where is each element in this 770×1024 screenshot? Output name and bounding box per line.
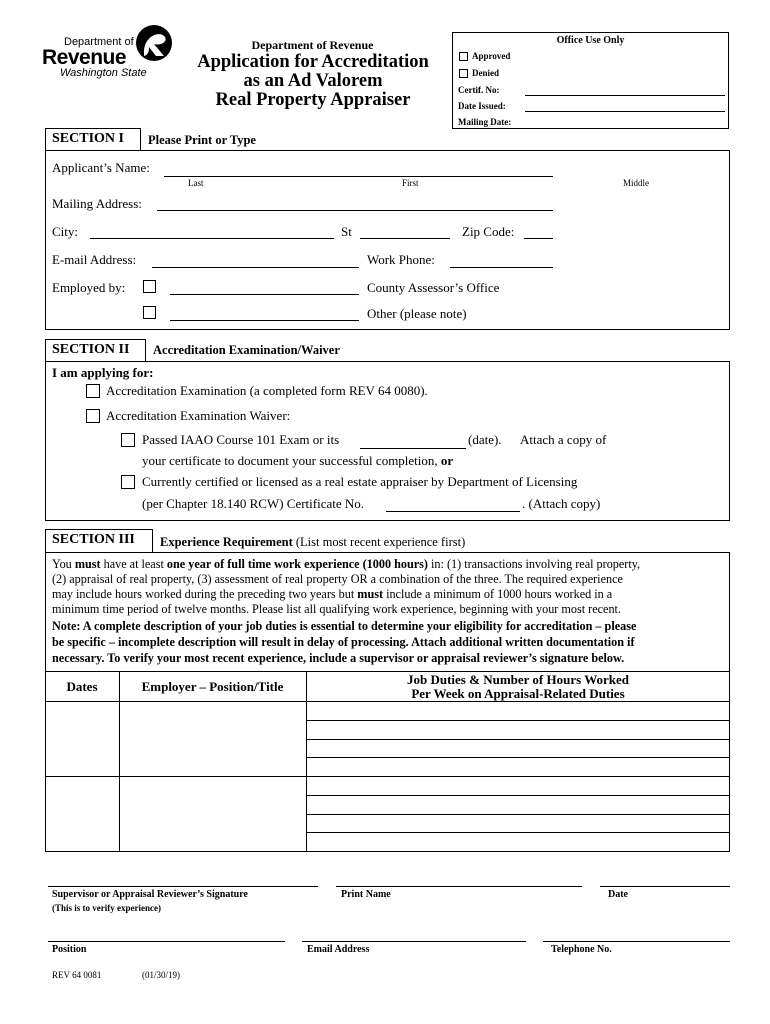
col-duties-header-2: Per Week on Appraisal-Related Duties (411, 686, 625, 701)
logo-line1: Department of (64, 36, 134, 48)
certif-no-label: Certif. No: (458, 85, 500, 95)
exp-entry-2-duties-line2[interactable] (306, 814, 730, 815)
logo (42, 22, 182, 84)
dept-heading: Department of Revenue (251, 38, 374, 52)
logo-line2: Revenue (42, 46, 127, 69)
date-issued-field[interactable] (525, 111, 725, 112)
experience-para-line3 (52, 587, 612, 602)
other-label: Other (please note) (367, 306, 467, 321)
print-name-field[interactable] (336, 886, 582, 887)
last-caption: Last (188, 178, 204, 188)
state-label: St (341, 224, 352, 239)
form-date: (01/30/19) (142, 970, 180, 980)
county-office-label: County Assessor’s Office (367, 280, 500, 295)
exp-entry-1-duties-line1[interactable] (306, 720, 730, 721)
para-in: in: (1) transactions involving real property, (431, 557, 641, 571)
supervisor-verify-note: (This is to verify experience) (52, 903, 161, 913)
date-field[interactable] (600, 886, 730, 887)
para-must: must (74, 557, 101, 571)
section3-tab: SECTION III (45, 529, 153, 552)
employed-by-label: Employed by: (52, 280, 126, 295)
col-employer-header: Employer – Position/Title (141, 679, 284, 694)
telephone-field[interactable] (543, 941, 730, 942)
position-field[interactable] (48, 941, 285, 942)
county-office-field[interactable] (170, 294, 359, 295)
position-label: Position (52, 944, 87, 955)
middle-caption: Middle (623, 178, 649, 188)
exp-entry-1-duties-line2[interactable] (306, 739, 730, 740)
office-use-title: Office Use Only (556, 35, 625, 46)
email-sig-field[interactable] (302, 941, 526, 942)
approved-checkbox[interactable] (459, 52, 468, 61)
iaao-or: or (440, 453, 454, 468)
section1-subtitle: Please Print or Type (148, 133, 256, 147)
waiver-checkbox[interactable] (86, 409, 100, 423)
certified-text-a: Currently certified or licensed as a real estate appraiser by Department of Licensing (142, 474, 578, 489)
exp-entry-2-duties-line1[interactable] (306, 795, 730, 796)
city-label: City: (52, 224, 79, 239)
exp-entry-2-employer[interactable] (120, 777, 305, 851)
section1-tab: SECTION I (45, 128, 141, 150)
first-caption: First (402, 178, 419, 188)
telephone-label: Telephone No. (551, 944, 612, 955)
work-phone-label: Work Phone: (367, 252, 435, 267)
note-line1: Note: A complete description of your job duties is essential to determine your eligibility for accreditation – please (52, 619, 637, 633)
iaao-date-field[interactable] (360, 448, 466, 449)
exam-checkbox[interactable] (86, 384, 100, 398)
mailing-address-field[interactable] (157, 210, 553, 211)
certified-checkbox[interactable] (121, 475, 135, 489)
form-number: REV 64 0081 (52, 970, 102, 980)
form-title-line1: Application for Accreditation (197, 52, 429, 72)
experience-para-line1 (52, 557, 640, 572)
para-you: You (52, 557, 72, 571)
iaao-attach-label: Attach a copy of (520, 432, 607, 447)
supervisor-signature-label: Supervisor or Appraisal Reviewer’s Signature (52, 889, 248, 900)
mailing-date-label: Mailing Date: (458, 117, 512, 127)
other-checkbox[interactable] (143, 306, 156, 319)
waiver-label: Accreditation Examination Waiver: (106, 408, 291, 423)
approved-label: Approved (472, 51, 511, 61)
print-name-label: Print Name (341, 889, 391, 900)
denied-label: Denied (472, 68, 499, 78)
certified-text-b: (per Chapter 18.140 RCW) Certificate No. (142, 496, 365, 511)
iaao-text-a: Passed IAAO Course 101 Exam or its (142, 432, 340, 447)
iaao-text-b-main: your certificate to document your successful completion, (142, 453, 438, 468)
note-line3: necessary. To verify your most recent experience, include a supervisor or appraisal reviewer’s signature below. (52, 651, 625, 665)
logo-emblem-icon (134, 22, 174, 64)
email-field[interactable] (152, 267, 359, 268)
experience-para-line4: minimum time period of twelve months. Please list all qualifying work experience, beginning with your most recent. (52, 602, 621, 616)
para-line3-must: must (357, 587, 384, 601)
supervisor-signature-field[interactable] (48, 886, 318, 887)
para-line3c: include a minimum of 1000 hours worked in a (386, 587, 613, 601)
para-line3a: may include hours worked during the preceding two years but (52, 587, 355, 601)
email-sig-label: Email Address (307, 944, 370, 955)
applicant-name-field[interactable] (164, 176, 553, 177)
section2-subtitle: Accreditation Examination/Waiver (153, 343, 340, 357)
work-phone-field[interactable] (450, 267, 553, 268)
section3-subtitle-bold: Experience Requirement (160, 535, 293, 549)
email-label: E-mail Address: (52, 252, 137, 267)
section3-subtitle (160, 535, 465, 550)
certified-attach-label: . (Attach copy) (522, 496, 601, 511)
iaao-date-label: (date). (468, 432, 502, 447)
col-duties-header-1: Job Duties & Number of Hours Worked (407, 672, 629, 687)
date-label: Date (608, 889, 628, 900)
county-office-checkbox[interactable] (143, 280, 156, 293)
other-field[interactable] (170, 320, 359, 321)
experience-para-line2: (2) appraisal of real property, (3) assessment of real property OR a combination of the three. The required experience (52, 572, 623, 586)
para-have: have at least (103, 557, 164, 571)
exp-entry-1-employer[interactable] (120, 702, 305, 776)
office-use-box (452, 32, 729, 129)
exp-entry-1-duties-line3[interactable] (306, 757, 730, 758)
city-field[interactable] (90, 238, 334, 239)
col-divider-2 (306, 671, 307, 852)
exam-label: Accreditation Examination (a completed form REV 64 0080). (106, 383, 428, 398)
section2-tab: SECTION II (45, 339, 146, 361)
zip-field[interactable] (524, 238, 553, 239)
form-title-line2: as an Ad Valorem (243, 71, 383, 91)
exp-entry-1-dates[interactable] (46, 702, 118, 776)
date-issued-label: Date Issued: (458, 101, 506, 111)
applicant-name-label: Applicant’s Name: (52, 160, 150, 175)
mailing-address-label: Mailing Address: (52, 196, 142, 211)
denied-checkbox[interactable] (459, 69, 468, 78)
logo-line3: Washington State (60, 67, 147, 79)
certif-no-field[interactable] (525, 95, 725, 96)
state-field[interactable] (360, 238, 450, 239)
iaao-text-b (142, 453, 453, 469)
zip-label: Zip Code: (462, 224, 515, 239)
form-title-line3: Real Property Appraiser (215, 90, 411, 110)
col-dates-header: Dates (66, 679, 98, 694)
note-line2: be specific – incomplete description will result in delay of processing. Attach additional written documentation if (52, 635, 635, 649)
certificate-no-field[interactable] (386, 511, 520, 512)
exp-entry-2-duties-line3[interactable] (306, 832, 730, 833)
section3-subtitle-rest: (List most recent experience first) (295, 535, 466, 549)
iaao-checkbox[interactable] (121, 433, 135, 447)
para-one-year: one year of full time work experience (1000 hours) (166, 557, 428, 571)
exp-entry-2-dates[interactable] (46, 777, 118, 851)
applying-for-label: I am applying for: (52, 365, 154, 380)
section1-box (45, 150, 730, 330)
